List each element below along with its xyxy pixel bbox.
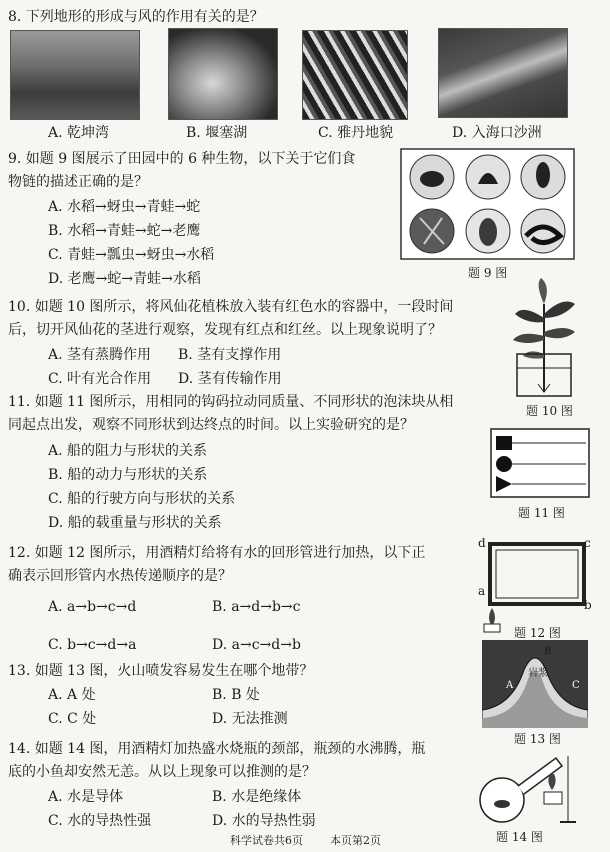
- q11-option-b: B. 船的动力与形状的关系: [48, 467, 208, 483]
- q8-option-d: D. 入海口沙洲: [452, 125, 542, 141]
- q11-figure-foam-shapes: [490, 428, 590, 498]
- q9-caption: 题 9 图: [468, 266, 508, 280]
- q13-caption: 题 13 图: [514, 732, 561, 746]
- photo-yardang: [302, 30, 408, 120]
- q9-figure-organisms: [400, 148, 575, 260]
- q14-caption: 题 14 图: [496, 830, 543, 844]
- q12-caption: 题 12 图: [514, 626, 561, 640]
- q12-option-c: C. b→c→d→a: [48, 637, 137, 653]
- q9-option-d: D. 老鹰→蛇→青蛙→水稻: [48, 271, 201, 287]
- q10-stem-line2: 后，切开风仙花的茎进行观察，发现有红点和红丝。以上现象说明了？: [8, 322, 442, 338]
- q12-stem-line2: 确表示回形管内水热传递顺序的是？: [8, 568, 232, 584]
- q10-option-b: B. 茎有支撑作用: [178, 347, 282, 363]
- q10-caption: 题 10 图: [526, 404, 573, 418]
- photo-qiankun-bay: [10, 30, 140, 120]
- q12-label-a: a: [478, 584, 486, 598]
- q9-option-b: B. 水稻→青蛙→蛇→老鹰: [48, 223, 201, 239]
- footer-total-pages: 科学试卷共6页: [230, 834, 303, 847]
- footer-page-number: 本页第2页: [330, 834, 381, 847]
- q10-option-c: C. 叶有光合作用: [48, 371, 152, 387]
- q13-label-b: B: [544, 646, 552, 657]
- q14-option-a: A. 水是导体: [48, 789, 124, 805]
- q9-stem-line2: 物链的描述正确的是？: [8, 174, 148, 190]
- q10-stem-line1: 10. 如题 10 图所示，将风仙花植株放入装有红色水的容器中，一段时间: [8, 299, 454, 315]
- q13-option-c: C. C 处: [48, 711, 97, 727]
- photo-estuary-sandbar: [438, 28, 568, 118]
- q9-stem-line1: 9. 如题 9 图展示了田园中的 6 种生物，以下关于它们食: [8, 151, 356, 167]
- q10-option-d: D. 茎有传输作用: [178, 371, 282, 387]
- q14-option-b: B. 水是绝缘体: [212, 789, 302, 805]
- q8-option-b: B. 堰塞湖: [186, 125, 248, 141]
- q9-option-a: A. 水稻→蚜虫→青蛙→蛇: [48, 199, 201, 215]
- q12-stem-line1: 12. 如题 12 图所示，用酒精灯给将有水的回形管进行加热，以下正: [8, 545, 426, 561]
- q11-caption: 题 11 图: [518, 506, 565, 520]
- photo-barrier-lake: [168, 28, 278, 120]
- q12-option-d: D. a→c→d→b: [212, 637, 301, 653]
- q12-label-b: b: [584, 598, 592, 612]
- q11-stem-line1: 11. 如题 11 图所示，用相同的钩码拉动同质量、不同形状的泡沫块从相: [8, 394, 454, 410]
- q8-option-c: C. 雅丹地貌: [318, 125, 394, 141]
- q14-option-d: D. 水的导热性弱: [212, 813, 316, 829]
- q8-stem: 8. 下列地形的形成与风的作用有关的是？: [8, 9, 264, 25]
- q12-label-c: c: [584, 536, 591, 550]
- q11-option-d: D. 船的载重量与形状的关系: [48, 515, 222, 531]
- q13-label-a: A: [506, 680, 514, 691]
- q13-stem: 13. 如题 13 图，火山喷发容易发生在哪个地带？: [8, 663, 314, 679]
- q14-stem-line2: 底的小鱼却安然无恙。从以上现象可以推测的是？: [8, 764, 316, 780]
- q13-option-d: D. 无法推测: [212, 711, 288, 727]
- q12-figure-loop-tube: [476, 534, 596, 634]
- q12-option-a: A. a→b→c→d: [48, 599, 137, 615]
- q8-option-a: A. 乾坤湾: [48, 125, 110, 141]
- q11-stem-line2: 同起点出发，观察不同形状到达终点的时间。以上实验研究的是？: [8, 417, 414, 433]
- q14-figure-flask-fish: [474, 752, 578, 828]
- q14-option-c: C. 水的导热性强: [48, 813, 152, 829]
- q11-option-a: A. 船的阻力与形状的关系: [48, 443, 208, 459]
- q12-label-d: d: [478, 536, 486, 550]
- q9-option-c: C. 青蛙→瓢虫→蚜虫→水稻: [48, 247, 215, 263]
- q12-option-b: B. a→d→b→c: [212, 599, 301, 615]
- q14-stem-line1: 14. 如题 14 图，用酒精灯加热盛水烧瓶的颈部，瓶颈的水沸腾，瓶: [8, 741, 426, 757]
- q10-option-a: A. 茎有蒸腾作用: [48, 347, 152, 363]
- q13-option-a: A. A 处: [48, 687, 96, 703]
- q13-option-b: B. B 处: [212, 687, 260, 703]
- q13-label-c: C: [572, 680, 580, 691]
- q13-label-magma: 岩浆: [528, 668, 548, 679]
- q10-figure-plant-in-container: [505, 274, 583, 400]
- q11-option-c: C. 船的行驶方向与形状的关系: [48, 491, 236, 507]
